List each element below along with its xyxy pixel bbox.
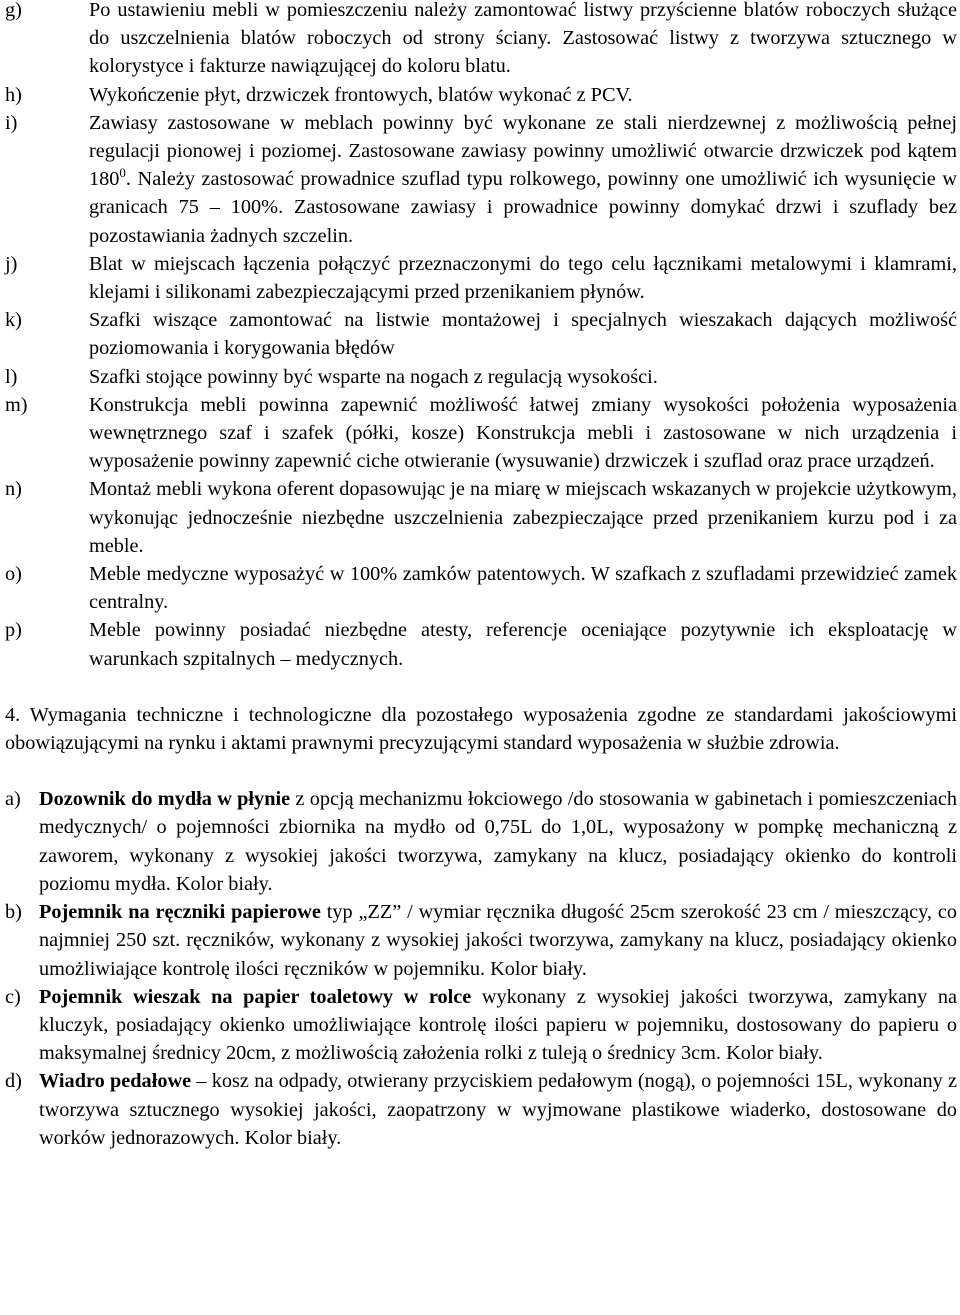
spacer bbox=[5, 673, 957, 701]
list-item-text: Konstrukcja mebli powinna zapewnić możliwość łatwej zmiany wysokości położenia wyposażenia wewnętrznego szaf i szafek (półki, kosze) Konstrukcja mebli i zastosowane w nich urządzenia i wyposażenie powinny zapewnić ciche otwieranie (wysuwanie) drzwiczek i szuflad oraz prace urządzeń. bbox=[89, 393, 957, 473]
list-item-n bbox=[5, 475, 957, 560]
list-item-j bbox=[5, 250, 957, 306]
equipment-list bbox=[5, 785, 957, 1152]
list-item-text: Wykończenie płyt, drzwiczek frontowych, blatów wykonać z PCV. bbox=[89, 83, 633, 106]
list-item-text: Szafki wiszące zamontować na listwie montażowej i specjalnych wieszakach dających możliwość poziomowania i korygowania błędów bbox=[89, 309, 957, 360]
list-item-a bbox=[5, 785, 957, 898]
list-item-c bbox=[5, 983, 957, 1068]
item-title: Pojemnik na ręczniki papierowe bbox=[39, 901, 321, 924]
item-description: typ „ZZ” / wymiar ręcznika długość 25cm szerokość 23 cm / mieszczący, co najmniej 250 szt. ręczników, wykonany z wysokiej jakości tworzywa, zamykany na klucz, posiadający okienko umożliwiające kontrolę ilości ręczników w pojemniku. Kolor biały. bbox=[39, 901, 957, 980]
list-item-p bbox=[5, 616, 957, 672]
list-marker: o) bbox=[5, 563, 22, 586]
list-item-h bbox=[5, 81, 957, 109]
text-part-b: . Należy zastosować prowadnice szuflad typu rolkowego, powinny one umożliwić ich wysunięcie w granicach 75 – 100%. Zastosowane zawiasy i prowadnice powinny domykać drzwi i szuflady bez pozostawiania żadnych szczelin. bbox=[89, 168, 957, 247]
list-item-text: Szafki stojące powinny być wsparte na nogach z regulacją wysokości. bbox=[89, 365, 658, 388]
list-item-i bbox=[5, 109, 957, 250]
list-marker: m) bbox=[5, 393, 28, 416]
list-marker: b) bbox=[5, 901, 22, 924]
list-item-g bbox=[5, 0, 957, 81]
list-item-text bbox=[39, 898, 957, 983]
list-item-o bbox=[5, 560, 957, 616]
list-item-text: Po ustawieniu mebli w pomieszczeniu należy zamontować listwy przyścienne blatów roboczych służące do uszczelnienia blatów roboczych od strony ściany. Zastosować listwy z tworzywa sztucznego w kolorystyce i fakturze nawiązującej do koloru blatu. bbox=[89, 0, 957, 78]
list-marker: j) bbox=[5, 252, 18, 275]
list-item-m bbox=[5, 391, 957, 476]
list-marker: d) bbox=[5, 1070, 22, 1093]
list-marker: l) bbox=[5, 365, 18, 388]
list-item-text: Montaż mebli wykona oferent dopasowując je na miarę w miejscach wskazanych w projekcie użytkowym, wykonując jednocześnie niezbędne uszczelnienia zabezpieczające przed przenikaniem kurzu pod i za meble. bbox=[89, 478, 957, 557]
item-title: Dozownik do mydła w płynie bbox=[39, 788, 291, 811]
list-marker: i) bbox=[5, 111, 18, 134]
list-item-k bbox=[5, 306, 957, 362]
list-item-text: Blat w miejscach łączenia połączyć przeznaczonymi do tego celu łącznikami metalowymi i klamrami, klejami i silikonami zabezpieczającymi przed przenikaniem płynów. bbox=[89, 252, 957, 304]
item-title: Wiadro pedałowe bbox=[39, 1070, 192, 1093]
list-item-text bbox=[39, 785, 957, 898]
list-marker: g) bbox=[5, 0, 22, 21]
item-description: – kosz na odpady, otwierany przyciskiem pedałowym (nogą), o pojemności 15L, wykonany z tworzywa sztucznego wysokiej jakości, zaopatrzony w wyjmowane plastikowe wiaderko, dostosowane do worków jednorazowych. Kolor biały. bbox=[39, 1070, 957, 1149]
list-item-d bbox=[5, 1067, 957, 1152]
document-page bbox=[5, 0, 957, 1152]
list-item-b bbox=[5, 898, 957, 983]
furniture-requirements-list bbox=[5, 0, 957, 673]
spacer bbox=[5, 757, 957, 785]
section-4-heading: 4. Wymagania techniczne i technologiczne dla pozostałego wyposażenia zgodne ze standardami jakościowymi obowiązującymi na rynku i aktami prawnymi precyzującymi standard wyposażenia w służbie zdrowia. bbox=[5, 703, 957, 755]
degree-superscript: 0 bbox=[119, 165, 126, 181]
list-item-l bbox=[5, 363, 957, 391]
list-item-text bbox=[39, 983, 957, 1068]
list-marker: k) bbox=[5, 309, 22, 332]
list-item-text: Meble powinny posiadać niezbędne atesty, referencje oceniające pozytywnie ich eksploatację w warunkach szpitalnych – medycznych. bbox=[89, 619, 957, 670]
text-part-a: Zawiasy zastosowane w meblach powinny być wykonane ze stali nierdzewnej z możliwością pełnej regulacji pionowej i poziomej. Zastosowane zawiasy powinny umożliwić otwarcie drzwiczek pod kątem 180 bbox=[89, 111, 957, 191]
list-item-text bbox=[39, 1067, 957, 1152]
list-marker: c) bbox=[5, 985, 21, 1008]
list-marker: n) bbox=[5, 478, 22, 501]
item-title: Pojemnik wieszak na papier toaletowy w rolce bbox=[39, 985, 472, 1008]
item-description: wykonany z wysokiej jakości tworzywa, zamykany na kluczyk, posiadający okienko umożliwiające kontrolę ilości papieru w pojemniku, dostosowany do papieru o maksymalnej średnicy 20cm, z możliwością założenia rolki z tuleją o średnicy 3cm. Kolor biały. bbox=[39, 985, 957, 1065]
list-item-text bbox=[89, 109, 957, 250]
list-marker: a) bbox=[5, 788, 21, 811]
list-marker: h) bbox=[5, 83, 22, 106]
list-item-text: Meble medyczne wyposażyć w 100% zamków patentowych. W szafkach z szufladami przewidzieć zamek centralny. bbox=[89, 563, 957, 614]
list-marker: p) bbox=[5, 619, 22, 642]
item-description: z opcją mechanizmu łokciowego /do stosowania w gabinetach i pomieszczeniach medycznych/ o pojemności zbiornika na mydło od 0,75L do 1,0L, wyposażony w pompkę mechaniczną z zaworem, wykonany z wysokiej jakości tworzywa, zamykany na klucz, posiadający okienko do kontroli poziomu mydła. Kolor biały. bbox=[39, 788, 957, 895]
